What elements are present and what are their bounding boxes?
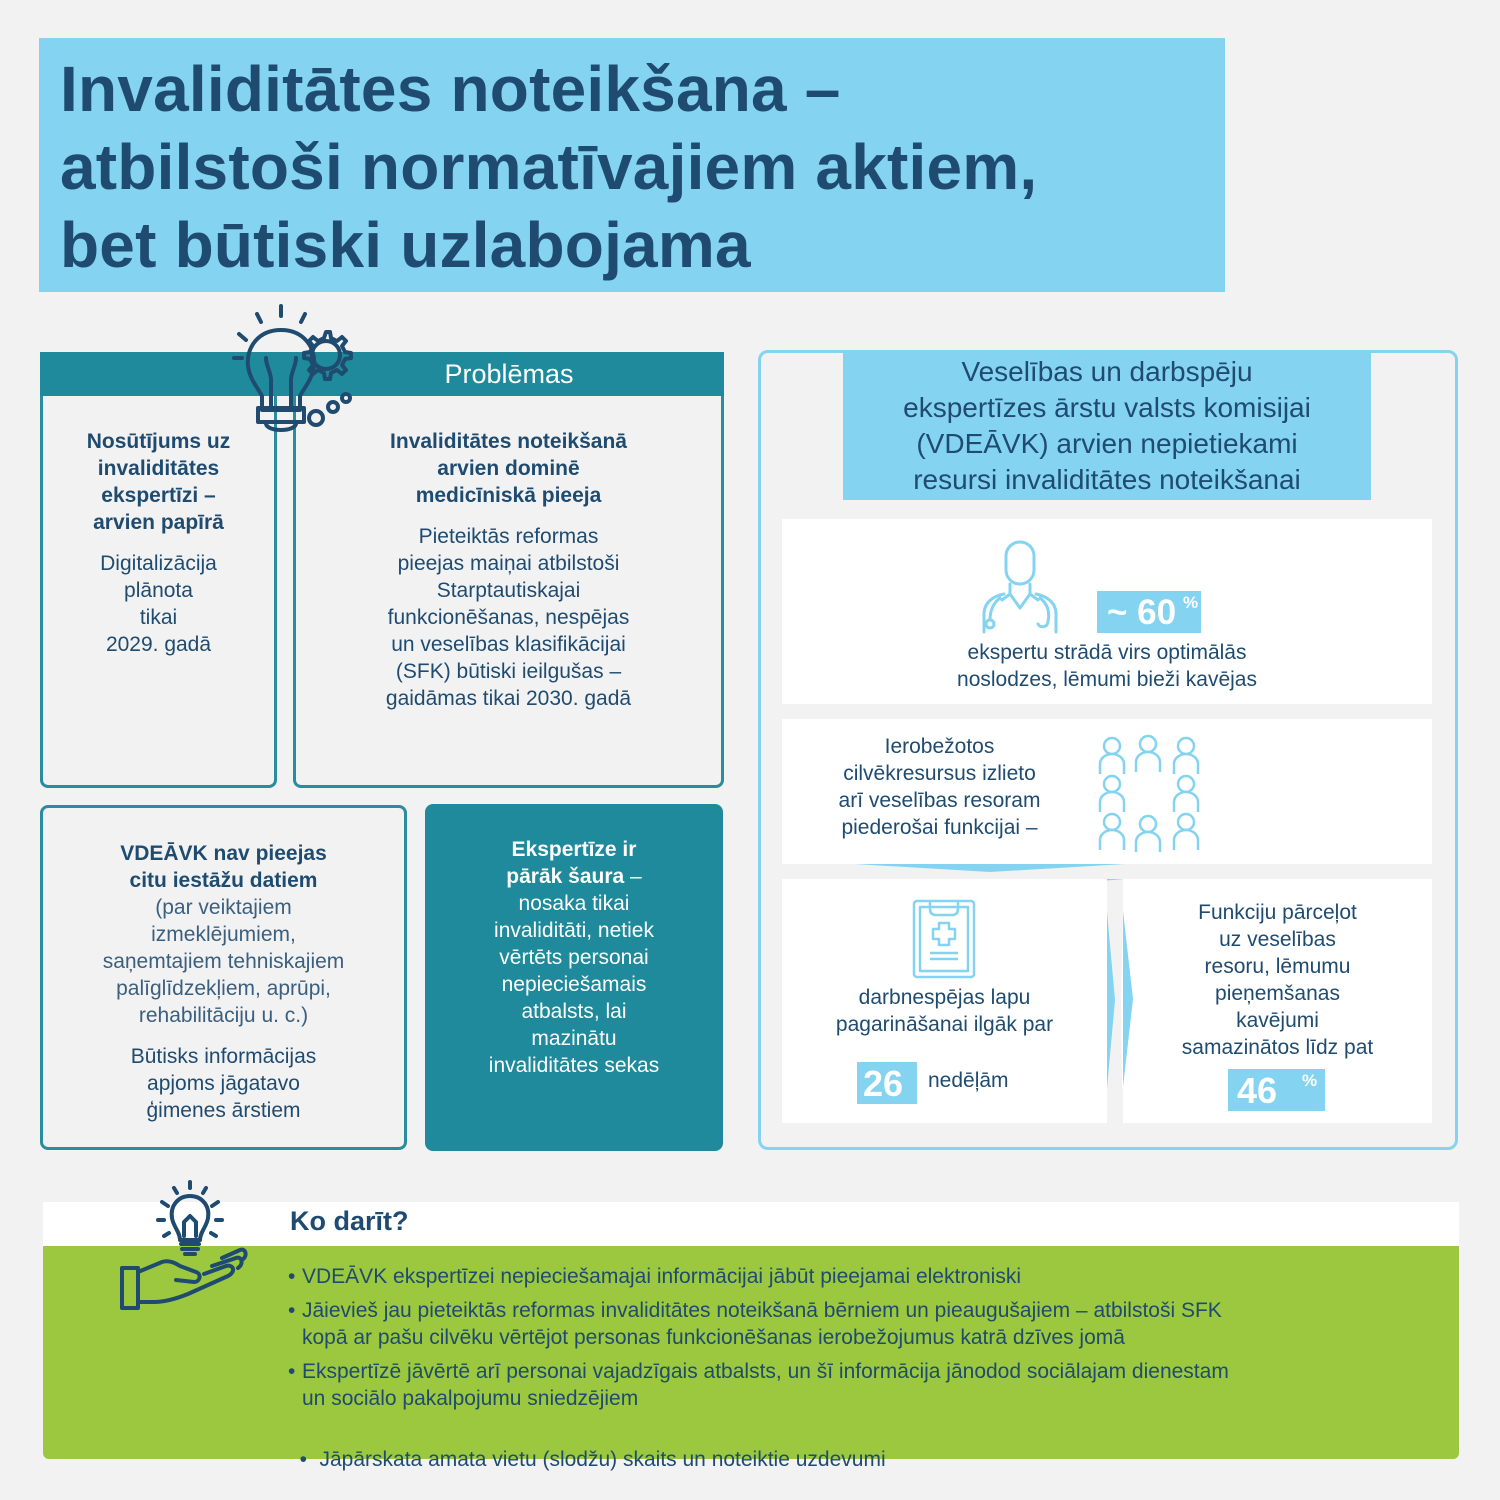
card-body-line: funkcionēšanas, nespējas: [387, 606, 630, 629]
card-body-line: rehabilitāciju u. c.): [138, 1004, 309, 1027]
page-title-line-2: atbilstoši normatīvajiem aktiem,: [60, 131, 1038, 203]
card-heading-dash: –: [624, 865, 642, 888]
card-footer-line: apjoms jāgatavo: [147, 1072, 300, 1095]
stat-text-line: kavējumi: [1236, 1009, 1319, 1032]
card-body-line: plānota: [124, 579, 193, 602]
stat-badge-60: [1097, 591, 1201, 633]
vdeavk-title-line: (VDEĀVK) arvien nepietiekami: [916, 428, 1298, 459]
stat-value: 46: [1237, 1070, 1278, 1111]
card-footer-line: Būtisks informācijas: [130, 1045, 317, 1068]
stat-text-line: Ierobežotos: [884, 735, 995, 758]
people-group-icon: [1096, 734, 1216, 852]
card-heading-line: Invaliditātes noteikšanā: [390, 430, 627, 453]
stat-unit: nedēļām: [928, 1069, 1009, 1092]
vdeavk-title-line: ekspertīzes ārstu valsts komisijai: [903, 392, 1311, 423]
stat-text-line: ekspertu strādā virs optimālās: [967, 641, 1247, 664]
page-title-line-3: bet būtiski uzlabojama: [60, 209, 751, 281]
stat-text-line: samazinātos līdz pat: [1181, 1036, 1374, 1059]
vdeavk-title-line: Veselības un darbspēju: [961, 356, 1253, 387]
lightbulb-gear-icon: [226, 300, 366, 440]
card-body-line: vērtēts personai: [499, 946, 649, 969]
title-banner: [39, 38, 1225, 292]
card-heading-line: citu iestāžu datiem: [129, 869, 318, 892]
card-body-line: un veselības klasifikācijai: [391, 633, 626, 656]
card-heading-line: VDEĀVK nav pieejas: [120, 842, 327, 865]
bullet-icon: •: [288, 1299, 296, 1322]
card-heading-line: Ekspertīze ir: [511, 838, 637, 861]
card-body-line: atbalsts, lai: [521, 1000, 627, 1023]
medical-clipboard-icon: [912, 899, 976, 979]
stat-text-line: darbnespējas lapu: [858, 986, 1031, 1009]
card-body-line: nosaka tikai: [518, 892, 630, 915]
todo-title: Ko darīt?: [290, 1206, 409, 1236]
card-heading-line: invaliditātes: [97, 457, 220, 480]
card-footer-line: ģimenes ārstiem: [146, 1099, 301, 1122]
stat-text-line: cilvēkresursus izlieto: [843, 762, 1036, 785]
bullet-icon: •: [288, 1360, 296, 1383]
card-body-line: palīglīdzekļiem, aprūpi,: [116, 977, 331, 1000]
card-body-line: izmeklējumiem,: [151, 923, 296, 946]
card-heading-line: ekspertīzi –: [101, 484, 216, 507]
stat-card-health-function: [782, 719, 1432, 864]
stat-text-line: piederošai funkcijai –: [841, 816, 1038, 839]
card-heading-line: arvien dominē: [437, 457, 580, 480]
stat-badge-26: [857, 1062, 917, 1104]
page-title-line-1: Invaliditātes noteikšana –: [60, 53, 841, 125]
card-heading-line: Nosūtījums uz: [86, 430, 231, 453]
stat-text-line: pagarināšanai ilgāk par: [835, 1013, 1054, 1036]
card-body-line: Pieteiktās reformas: [418, 525, 599, 548]
bullet-icon: •: [299, 1448, 308, 1471]
todo-item-text: Jāievieš jau pieteiktās reformas invaliditātes noteikšanā bērniem un pieaugušajiem – atbilstoši SFK: [302, 1299, 1222, 1322]
todo-item-text: Jāpārskata amata vietu (slodžu) skaits un noteiktie uzdevumi: [313, 1448, 886, 1471]
card-body-line: Digitalizācija: [100, 552, 217, 575]
stat-text-line: arī veselības resoram: [838, 789, 1041, 812]
stat-badge-46: [1228, 1069, 1325, 1111]
stat-text-line: pieņemšanas: [1215, 982, 1340, 1005]
stat-value: ~ 60: [1107, 593, 1177, 632]
todo-item-text: un sociālo pakalpojumu sniedzējiem: [302, 1387, 639, 1410]
card-body-line: 2029. gadā: [105, 633, 212, 656]
stat-text-line: resoru, lēmumu: [1204, 955, 1351, 978]
vdeavk-title: [843, 350, 1371, 500]
todo-item: [288, 1419, 886, 1473]
problem-card-paper-referral: [40, 396, 277, 788]
card-body-line: Starptautiskajai: [436, 579, 581, 602]
problem-card-medical-approach: [293, 396, 724, 788]
stat-unit: %: [1183, 593, 1199, 612]
card-heading-line: pārāk šaura: [506, 865, 625, 888]
card-heading-line: arvien papīrā: [93, 511, 224, 534]
card-heading-line: medicīniskā pieeja: [415, 484, 602, 507]
todo-item-text: Ekspertīzē jāvērtē arī personai vajadzīgais atbalsts, un šī informācija jānodod sociālajam dienestam: [302, 1360, 1229, 1383]
card-body-line: tikai: [139, 606, 178, 629]
card-body-line: invaliditātes sekas: [488, 1054, 660, 1077]
card-body-line: invaliditāti, netiek: [494, 919, 654, 942]
stat-text-line: Funkciju pārceļot: [1198, 901, 1357, 924]
doctor-icon: [980, 536, 1060, 636]
bullet-icon: •: [288, 1265, 296, 1288]
todo-item: [288, 1297, 1222, 1351]
todo-item-text: VDEĀVK ekspertīzei nepieciešamajai informācijai jābūt pieejamai elektroniski: [302, 1265, 1022, 1288]
todo-item: [288, 1358, 1229, 1412]
arrow-right-icon: [1107, 912, 1123, 1092]
stat-unit: %: [1302, 1071, 1318, 1090]
stat-card-sick-leave: [782, 879, 1107, 1123]
todo-item: [288, 1263, 1021, 1290]
card-body-line: (par veiktajiem: [155, 896, 292, 919]
card-body-line: (SFK) būtiski ieilgušas –: [395, 660, 622, 683]
card-body-line: gaidāmas tikai 2030. gadā: [385, 687, 632, 710]
problem-card-data-access: [40, 805, 407, 1150]
problem-card-narrow-expertise: [425, 804, 723, 1151]
card-body-line: mazinātu: [531, 1027, 617, 1050]
stat-card-experts-overload: [782, 519, 1432, 704]
card-body-line: saņemtajiem tehniskajiem: [102, 950, 345, 973]
card-body-line: pieejas maiņai atbilstoši: [397, 552, 620, 575]
stat-value: 26: [863, 1063, 904, 1104]
stat-card-delay-reduction: [1123, 879, 1432, 1123]
card-body-line: nepieciešamais: [501, 973, 647, 996]
todo-item-text: kopā ar pašu cilvēku vērtējot personas funkcionēšanas ierobežojumus katrā dzīves jomā: [302, 1326, 1125, 1349]
stat-text-line: uz veselības: [1219, 928, 1336, 951]
vdeavk-title-line: resursi invaliditātes noteikšanai: [913, 464, 1301, 495]
hand-lightbulb-icon: [118, 1176, 268, 1316]
problems-header: Problēmas: [444, 359, 574, 389]
stat-text-line: noslodzes, lēmumi bieži kavējas: [957, 668, 1257, 691]
